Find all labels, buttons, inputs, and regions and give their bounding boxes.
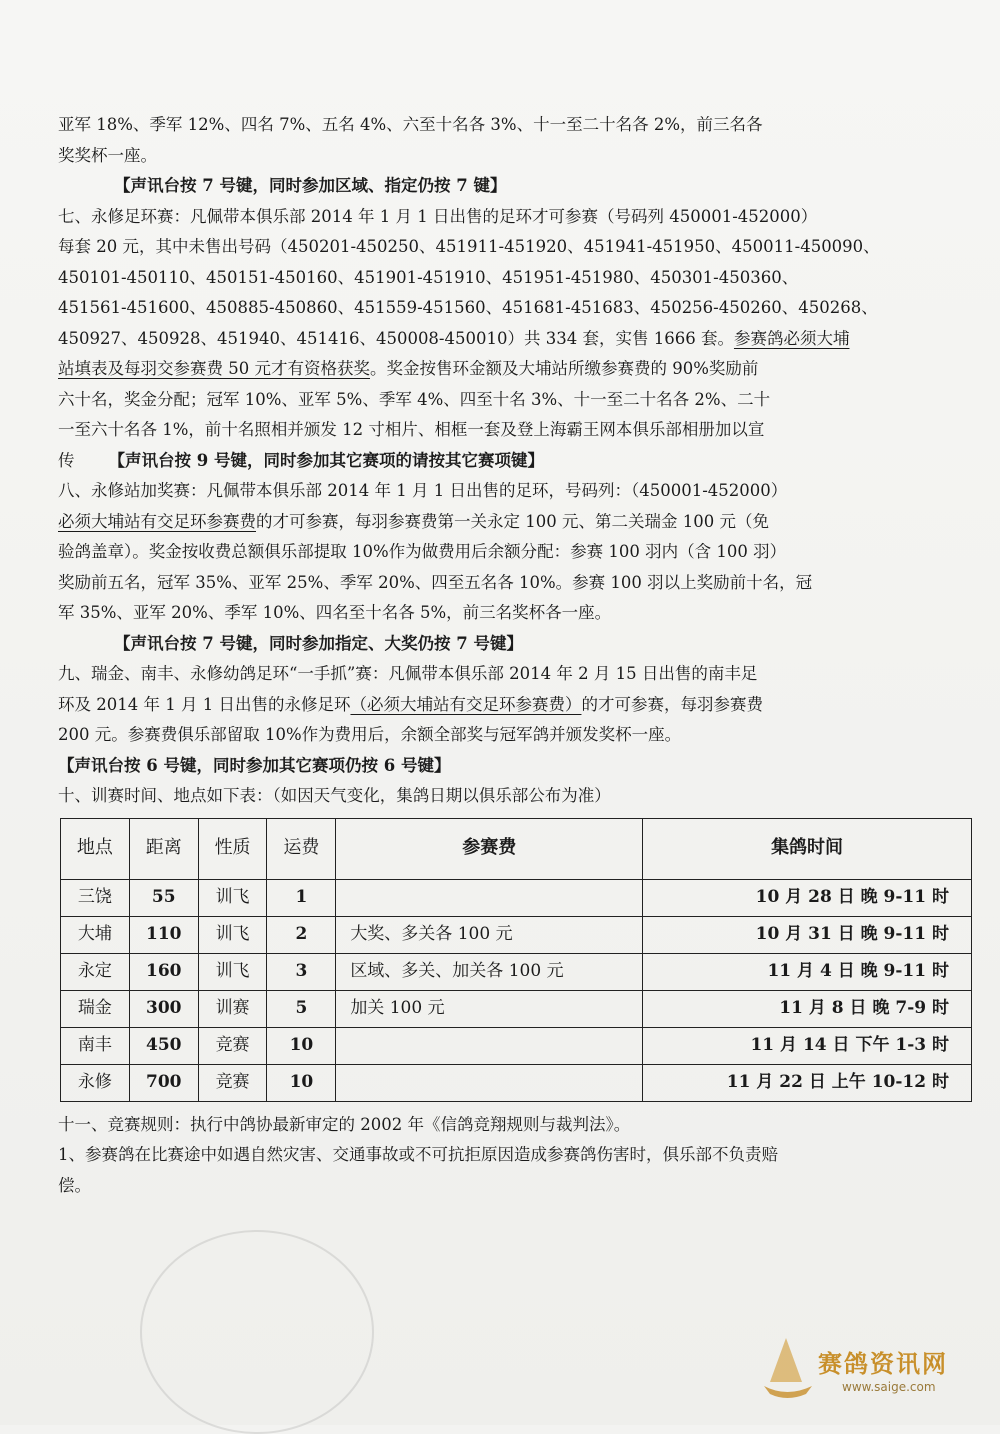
cell-time: 11 月 4 日 晚 9-11 时 (643, 953, 972, 990)
cell-place: 瑞金 (61, 990, 130, 1027)
cell-distance: 450 (129, 1027, 198, 1064)
section-eight-heading: 八、永修站加奖赛：凡佩带本俱乐部 2014 年 1 月 1 日出售的足环，号码列：（450001-452000） (58, 481, 788, 500)
cell-fee (336, 1027, 643, 1064)
cell-fee (336, 1064, 643, 1101)
cell-type: 竞赛 (198, 1064, 267, 1101)
text-line: 1、参赛鸽在比赛途中如遇自然灾害、交通事故或不可抗拒原因造成参赛鸽伤害时，俱乐部不负责赔 (58, 1145, 778, 1164)
cell-time: 11 月 8 日 晚 7-9 时 (643, 990, 972, 1027)
text-line (58, 354, 928, 385)
text-line: 偿。 (58, 1175, 91, 1195)
header-type: 性质 (198, 818, 267, 879)
pigeon-sail-icon (758, 1336, 816, 1402)
text-line (58, 446, 928, 477)
hotline-note: 【声讯台按 7 号键，同时参加指定、大奖仍按 7 号键】 (114, 633, 523, 653)
watermark-title: 赛鸽资讯网 (818, 1350, 948, 1378)
text-segment: 的才可参赛，每羽参赛费 (581, 694, 763, 714)
text-segment: 450927、450928、451940、451416、450008-450010）共 334 套，实售 1666 套。 (58, 328, 734, 348)
underlined-text: 站填表及每羽交参赛费 50 元才有资格获奖 (58, 359, 370, 378)
underlined-text: （必须大埔站有交足环参赛费） (350, 694, 582, 714)
hotline-note: 【声讯台按 7 号键，同时参加区域、指定仍按 7 键】 (114, 176, 507, 195)
cell-freight: 3 (267, 953, 336, 990)
text-line (58, 507, 928, 538)
cell-type: 训赛 (198, 990, 267, 1027)
table-row (61, 953, 972, 990)
hotline-note: 【声讯台按 6 号键，同时参加其它赛项仍按 6 号键】 (58, 755, 451, 775)
cell-distance: 110 (129, 916, 198, 953)
cell-freight: 10 (267, 1064, 336, 1101)
text-line (58, 690, 928, 721)
text-line: 亚军 18%、季军 12%、四名 7%、五名 4%、六至十名各 3%、十一至二十名各 2%，前三名各 (58, 115, 763, 134)
underlined-text: 参赛鸽必须大埔 (733, 328, 850, 348)
text-segment: 传 (58, 450, 75, 470)
text-line: 六十名，奖金分配；冠军 10%、亚军 5%、季军 4%、四至十名 3%、十一至二十名各 2%、二十 (58, 389, 771, 409)
text-line: 200 元。参赛费俱乐部留取 10%作为费用后，余额全部奖与冠军鸽并颁发奖杯一座。 (58, 725, 682, 744)
text-line (58, 324, 928, 355)
hotline-note: 【声讯台按 9 号键，同时参加其它赛项的请按其它赛项键】 (108, 450, 544, 470)
cell-distance: 700 (129, 1064, 198, 1101)
header-place: 地点 (61, 818, 130, 879)
cell-distance: 300 (129, 990, 198, 1027)
watermark-url: www.saige.com (842, 1380, 936, 1394)
header-distance: 距离 (129, 818, 198, 879)
cell-fee: 加关 100 元 (336, 990, 643, 1027)
cell-freight: 10 (267, 1027, 336, 1064)
cell-place: 三饶 (61, 879, 130, 916)
cell-type: 训飞 (198, 953, 267, 990)
table-row (61, 1027, 972, 1064)
table-row (61, 1064, 972, 1101)
cell-place: 大埔 (61, 916, 130, 953)
section-ten-heading: 十、训赛时间、地点如下表：（如因天气变化，集鸽日期以俱乐部公布为准） (58, 786, 611, 805)
table-row (61, 879, 972, 916)
text-segment: 。奖金按售环金额及大埔站所缴参赛费的 90%奖励前 (370, 359, 759, 378)
cell-time: 11 月 22 日 上午 10-12 时 (643, 1064, 972, 1101)
cell-place: 永定 (61, 953, 130, 990)
cell-distance: 55 (129, 879, 198, 916)
text-line: 450101-450110、450151-450160、451901-451910、451951-451980、450301-450360、 (58, 267, 799, 287)
section-nine-heading: 九、瑞金、南丰、永修幼鸽足环“一手抓”赛：凡佩带本俱乐部 2014 年 2 月 15 日出售的南丰足 (58, 664, 758, 683)
document-body (58, 110, 949, 1201)
cell-type: 训飞 (198, 916, 267, 953)
cell-fee: 区域、多关、加关各 100 元 (336, 953, 643, 990)
header-time: 集鸽时间 (643, 818, 972, 879)
table-row (61, 990, 972, 1027)
header-fee: 参赛费 (336, 818, 643, 879)
cell-time: 10 月 28 日 晚 9-11 时 (643, 879, 972, 916)
text-line: 一至六十名各 1%，前十名照相并颁发 12 寸相片、相框一套及登上海霸王网本俱乐部相册加以宣 (58, 420, 765, 439)
section-seven-heading: 七、永修足环赛：凡佩带本俱乐部 2014 年 1 月 1 日出售的足环才可参赛（号码列 450001-452000） (58, 206, 818, 226)
cell-freight: 5 (267, 990, 336, 1027)
underlined-text: 必须大埔站有交足环参赛费 (58, 511, 256, 531)
cell-place: 南丰 (61, 1027, 130, 1064)
cell-type: 训飞 (198, 879, 267, 916)
cell-freight: 2 (267, 916, 336, 953)
schedule-table (60, 818, 972, 1102)
cell-distance: 160 (129, 953, 198, 990)
cell-freight: 1 (267, 879, 336, 916)
section-eleven-heading: 十一、竞赛规则：执行中鸽协最新审定的 2002 年《信鸽竞翔规则与裁判法》。 (58, 1114, 631, 1134)
text-segment: 环及 2014 年 1 月 1 日出售的永修足环 (58, 694, 351, 714)
text-line: 验鸽盖章）。奖金按收费总额俱乐部提取 10%作为做费用后余额分配：参赛 100 羽内（含 100 羽） (58, 542, 787, 561)
faded-seal (140, 1230, 374, 1434)
cell-time: 11 月 14 日 下午 1-3 时 (643, 1027, 972, 1064)
cell-fee: 大奖、多关各 100 元 (336, 916, 643, 953)
cell-time: 10 月 31 日 晚 9-11 时 (643, 916, 972, 953)
text-line: 奖奖杯一座。 (58, 145, 157, 165)
watermark-logo (758, 1336, 968, 1406)
table-header-row (61, 818, 972, 879)
text-segment: 的才可参赛，每羽参赛费第一关永定 100 元、第二关瑞金 100 元（免 (256, 511, 769, 531)
text-line: 奖励前五名，冠军 35%、亚军 25%、季军 20%、四至五名各 10%。参赛 100 羽以上奖励前十名，冠 (58, 572, 813, 592)
header-freight: 运费 (267, 818, 336, 879)
cell-type: 竞赛 (198, 1027, 267, 1064)
text-line: 每套 20 元，其中未售出号码（450201-450250、451911-451920、451941-451950、450011-450090、 (58, 237, 880, 256)
cell-place: 永修 (61, 1064, 130, 1101)
cell-fee (336, 879, 643, 916)
table-row (61, 916, 972, 953)
text-line: 451561-451600、450885-450860、451559-451560、451681-451683、450256-450260、450268、 (58, 298, 878, 317)
text-line: 军 35%、亚军 20%、季军 10%、四名至十名各 5%，前三名奖杯各一座。 (58, 603, 612, 622)
